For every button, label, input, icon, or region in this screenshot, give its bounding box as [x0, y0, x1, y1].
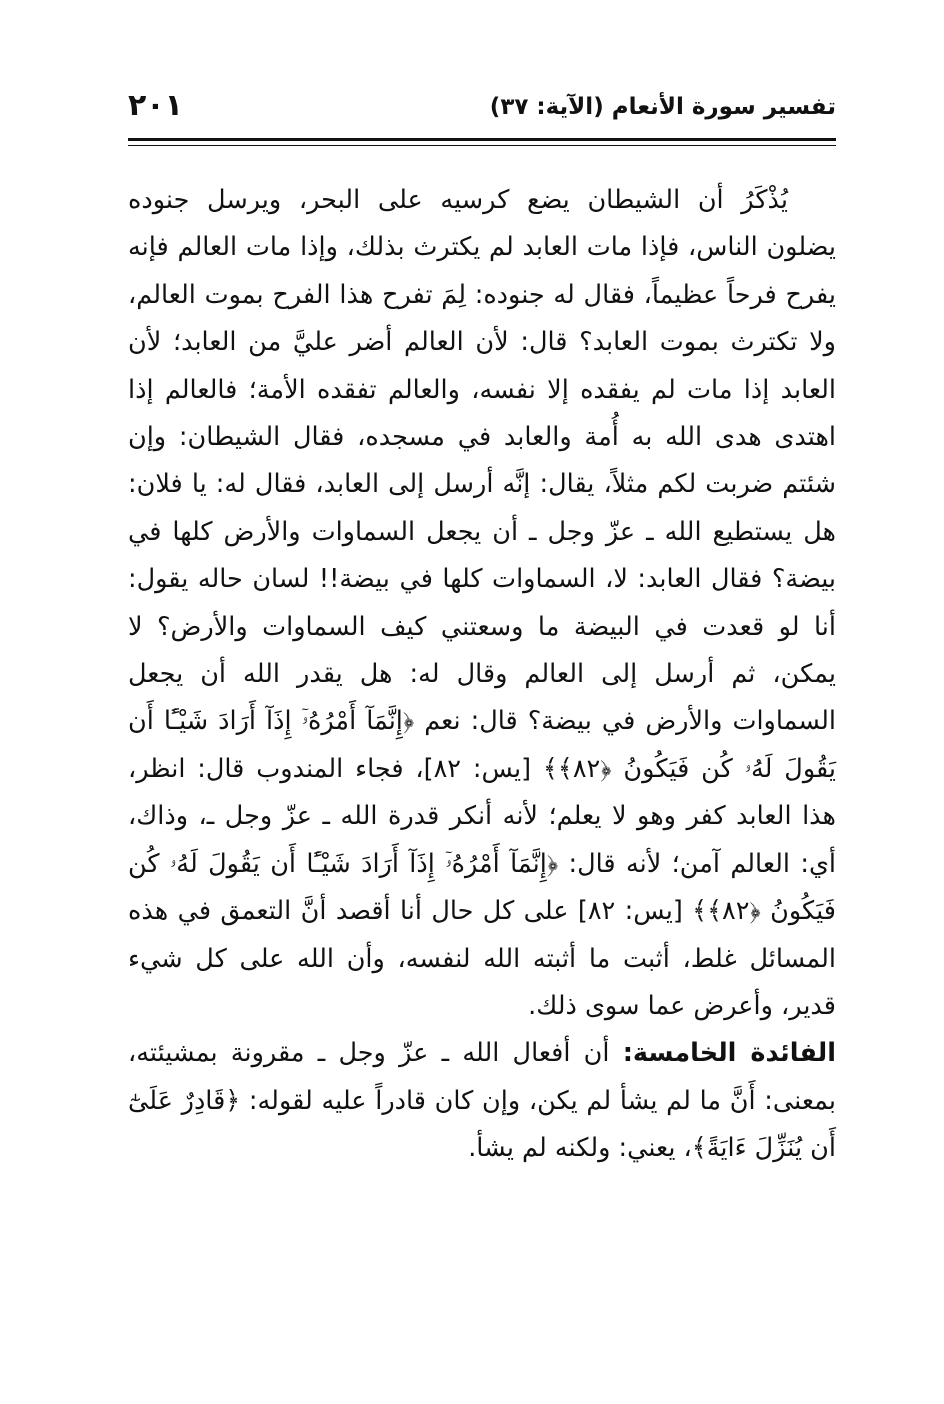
- paragraph: [128, 1030, 836, 1172]
- page-body: [128, 177, 836, 1173]
- running-title: تفسير سورة الأنعام (الآية: ٣٧): [489, 94, 836, 120]
- paragraph-text: يُذْكَرُ أن الشيطان يضع كرسيه على البحر، ويرسل جنوده يضلون الناس، فإذا مات العابد لم يكترث بذلك، وإذا مات العالم فإنه يفرح فرحاً عظيماً، فقال له جنوده: لِمَ تفرح هذا الفرح بموت العالم، ولا تكترث بموت العابد؟ قال: لأن العالم أضر عليَّ من العابد؛ لأن العابد إذا مات لم يفقده إلا نفسه، والعالم تفقده الأمة؛ فالعالم إذا اهتدى هدى الله به أُمة والعابد في مسجده، فقال الشيطان: وإن شئتم ضربت لكم مثلاً، يقال: إنَّه أرسل إلى العابد، فقال له: يا فلان: هل يستطيع الله ـ عزّ وجل ـ أن يجعل السماوات والأرض كلها في بيضة؟ فقال العابد: لا، السماوات كلها في بيضة!! لسان حاله يقول: أنا لو قعدت في البيضة ما وسعتني كيف السماوات والأرض؟ لا يمكن، ثم أرسل إلى العالم وقال له: هل يقدر الله أن يجعل السماوات والأرض في بيضة؟ قال: نعم ﴿إِنَّمَآ أَمْرُهُۥٓ إِذَآ أَرَادَ شَيْـًٔا أَن يَقُولَ لَهُۥ كُن فَيَكُونُ ﴿٨٢﴾﴾ [يس: ٨٢]، فجاء المندوب قال: انظر، هذا العابد كفر وهو لا يعلم؛ لأنه أنكر قدرة الله ـ عزّ وجل ـ، وذاك، أي: العالم آمن؛ لأنه قال: ﴿إِنَّمَآ أَمْرُهُۥٓ إِذَآ أَرَادَ شَيْـًٔا أَن يَقُولَ لَهُۥ كُن فَيَكُونُ ﴿٨٢﴾﴾ [يس: ٨٢] على كل حال أنا أقصد أنَّ التعمق في هذه المسائل غلط، أثبت ما أثبته الله لنفسه، وأن الله على كل شيء قدير، وأعرض عما سوى ذلك.: [128, 185, 836, 1021]
- section-heading: الفائدة الخامسة:: [622, 1038, 836, 1069]
- page-number: ٢٠١: [128, 88, 183, 123]
- paragraph: [128, 177, 836, 1030]
- header-rule-thick: [128, 138, 836, 141]
- page-header: [128, 88, 836, 132]
- paragraph-text: أن أفعال الله ـ عزّ وجل ـ مقرونة بمشيئته، بمعنى: أَنَّ ما لم يشأ لم يكن، وإن كان قادراً عليه لقوله: ﴿قَادِرٌ عَلَىٰٓ أَن يُنَزِّلَ ءَايَةً﴾، يعني: ولكنه لم يشأ.: [128, 1038, 836, 1164]
- header-rule-thin: [128, 145, 836, 146]
